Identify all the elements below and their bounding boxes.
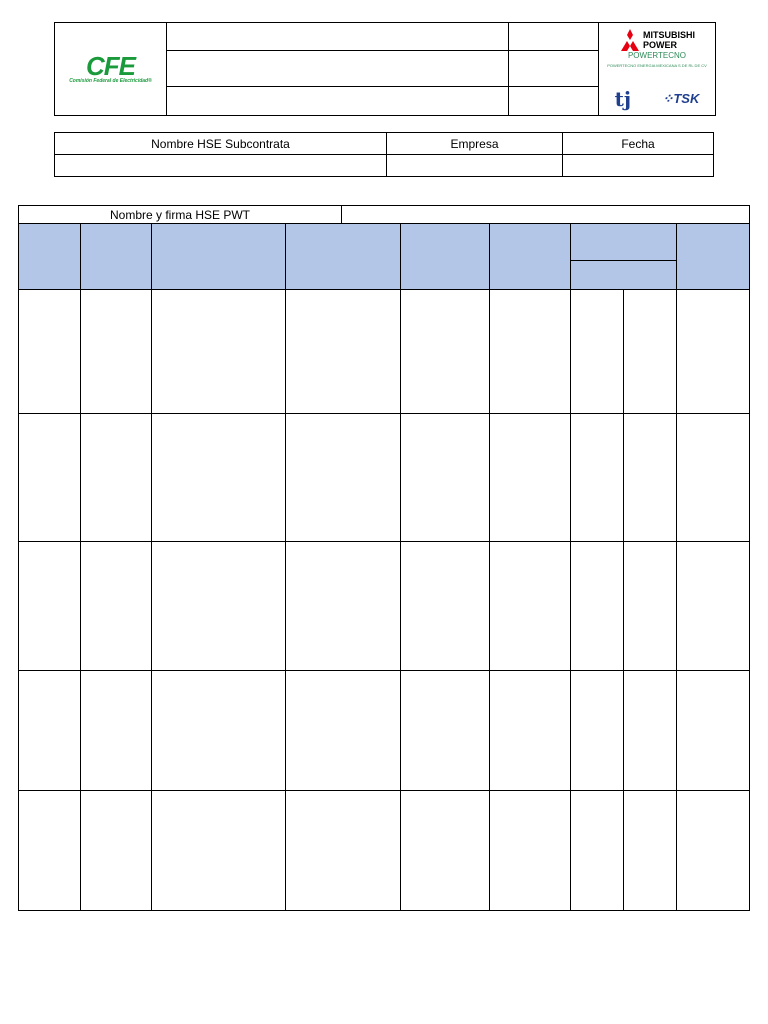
powertecno-legal-name: POWERTECNO ENERGIA MEXICANA S DE RL DE CV [607,63,707,68]
signature-field[interactable] [342,206,750,224]
inspection-grid [18,223,750,911]
grid-cell[interactable] [677,671,750,791]
grid-cell[interactable] [81,414,152,542]
mitsubishi-diamonds-icon [619,29,641,51]
header-field-3 [167,87,509,116]
subcontract-name-field[interactable] [55,155,387,177]
grid-cell[interactable] [81,542,152,671]
grid-cell[interactable] [286,791,401,911]
grid-cell[interactable] [490,290,571,414]
tsk-logo-dots-icon: ⁘ [662,91,674,106]
subcontract-name-header: Nombre HSE Subcontrata [55,133,387,155]
grid-cell[interactable] [571,414,624,542]
partner-logos [599,23,716,116]
table-row [19,671,750,791]
grid-cell[interactable] [81,290,152,414]
tsk-logo [662,91,699,107]
grid-cell[interactable] [152,414,286,542]
cfe-logo-mark: CFE [86,51,135,81]
grid-cell[interactable] [624,290,677,414]
mitsubishi-name [643,30,695,50]
company-field[interactable] [387,155,563,177]
grid-cell[interactable] [286,290,401,414]
grid-cell[interactable] [19,542,81,671]
powertecno-label: POWERTECNO [627,51,687,60]
grid-cell[interactable] [624,671,677,791]
grid-header-col-6 [490,224,571,290]
grid-cell[interactable] [401,542,490,671]
grid-cell[interactable] [152,791,286,911]
table-row [19,791,750,911]
grid-cell[interactable] [19,671,81,791]
grid-cell[interactable] [677,414,750,542]
grid-cell[interactable] [571,290,624,414]
grid-cell[interactable] [286,671,401,791]
grid-cell[interactable] [624,791,677,911]
cfe-logo [55,23,167,116]
tj-tsk-logos [599,85,715,113]
grid-cell[interactable] [490,671,571,791]
header-field-2 [167,51,509,87]
grid-cell[interactable] [152,671,286,791]
header-code-3 [509,87,599,116]
grid-cell[interactable] [571,671,624,791]
grid-cell[interactable] [401,414,490,542]
table-row [19,542,750,671]
grid-cell[interactable] [286,542,401,671]
date-field[interactable] [563,155,714,177]
grid-cell[interactable] [624,542,677,671]
header-code-2 [509,51,599,87]
grid-cell[interactable] [286,414,401,542]
grid-cell[interactable] [19,290,81,414]
signature-label: Nombre y firma HSE PWT [19,206,342,224]
table-row [19,414,750,542]
document-header [54,22,716,116]
grid-cell[interactable] [81,791,152,911]
grid-cell[interactable] [571,791,624,911]
grid-cell[interactable] [677,290,750,414]
grid-cell[interactable] [19,414,81,542]
header-code-1 [509,23,599,51]
grid-cell[interactable] [571,542,624,671]
header-field-1 [167,23,509,51]
grid-cell[interactable] [401,671,490,791]
grid-cell[interactable] [81,671,152,791]
grid-header-col-4 [286,224,401,290]
grid-header-col-2 [81,224,152,290]
mitsubishi-name-line1: MITSUBISHI [643,30,696,40]
tsk-logo-text: TSK [673,91,700,106]
grid-header-subgroup [571,261,677,290]
grid-header-col-5 [401,224,490,290]
mitsubishi-power-logo [599,23,715,85]
table-row [19,290,750,414]
grid-cell[interactable] [152,290,286,414]
signature-row [18,205,750,224]
grid-cell[interactable] [490,414,571,542]
grid-cell[interactable] [677,542,750,671]
grid-cell[interactable] [490,542,571,671]
grid-cell[interactable] [401,290,490,414]
subcontract-table [54,132,714,177]
cfe-tagline: Comisión Federal de Electricidad® [69,78,152,84]
grid-header-col-3 [152,224,286,290]
grid-cell[interactable] [490,791,571,911]
grid-header-col-1 [19,224,81,290]
grid-cell[interactable] [624,414,677,542]
grid-cell[interactable] [152,542,286,671]
grid-header-group [571,224,677,261]
grid-header-col-9 [677,224,750,290]
company-header: Empresa [387,133,563,155]
grid-cell[interactable] [19,791,81,911]
tj-logo: tj [614,87,632,111]
grid-cell[interactable] [677,791,750,911]
date-header: Fecha [563,133,714,155]
mitsubishi-name-line2: POWER [643,40,678,50]
grid-cell[interactable] [401,791,490,911]
